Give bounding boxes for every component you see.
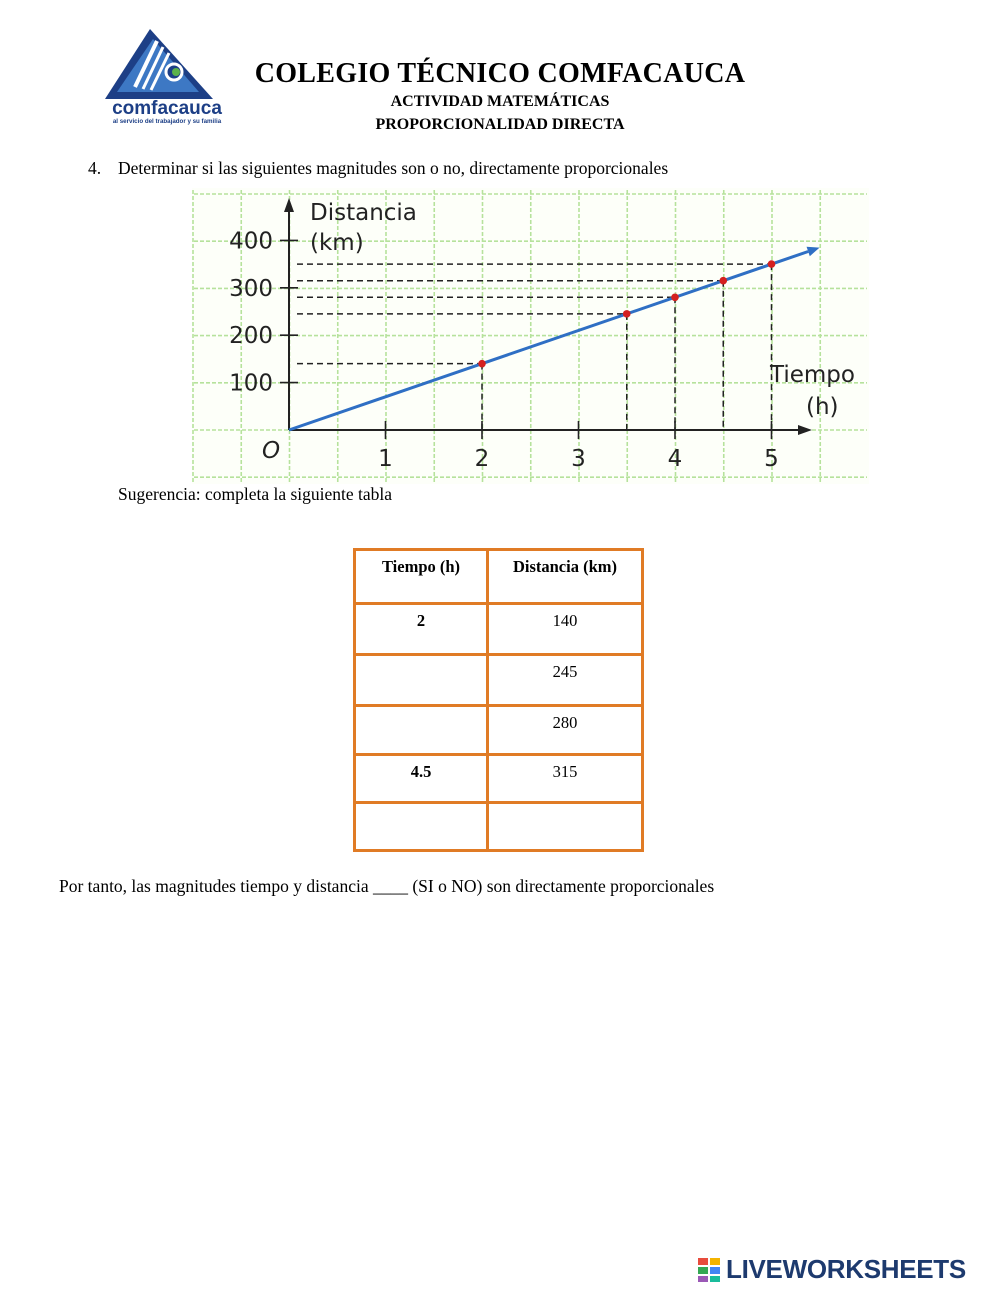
data-point (768, 260, 776, 268)
y-tick-label: 400 (229, 228, 273, 255)
data-point (478, 360, 486, 368)
data-point (719, 277, 727, 285)
cell-tiempo[interactable] (355, 706, 488, 755)
cell-distancia: 315 (488, 755, 643, 803)
cell-tiempo[interactable] (355, 803, 488, 851)
cell-distancia: 140 (488, 604, 643, 655)
x-tick-label: 3 (571, 446, 586, 472)
x-tick-label: 4 (667, 446, 683, 472)
table-row (355, 604, 643, 655)
y-axis-label-line2: (km) (310, 230, 364, 256)
logo-text: comfacauca (112, 98, 222, 119)
x-axis-label-line1: Tiempo (770, 362, 855, 388)
x-tick-label: 1 (378, 446, 393, 472)
suggestion-text: Sugerencia: completa la siguiente tabla (118, 484, 393, 504)
y-tick-label: 200 (229, 323, 273, 350)
liveworksheets-brand: LIVEWORKSHEETS (726, 1254, 966, 1284)
header-distancia: Distancia (km) (488, 550, 643, 604)
table-row (355, 803, 643, 851)
data-point (623, 310, 631, 318)
cell-distancia: 245 (488, 655, 643, 706)
activity-title: ACTIVIDAD MATEMÁTICAS (390, 93, 610, 110)
topic-title: PROPORCIONALIDAD DIRECTA (375, 116, 625, 133)
conclusion-text: Por tanto, las magnitudes tiempo y distancia ____ (SI o NO) son directamente proporcionales (59, 876, 715, 896)
origin-label: O (262, 438, 281, 464)
school-title: COLEGIO TÉCNICO COMFACAUCA (254, 58, 746, 89)
cell-tiempo[interactable]: 4.5 (355, 755, 488, 803)
x-tick-label: 2 (474, 446, 490, 472)
cell-distancia: 280 (488, 706, 643, 755)
data-table (353, 548, 644, 852)
data-point (671, 293, 679, 301)
table-header-row (355, 550, 643, 604)
question-text: Determinar si las siguientes magnitudes son o no, directamente proporcionales (118, 158, 669, 178)
x-tick-label: 5 (764, 446, 779, 472)
cell-tiempo[interactable]: 2 (355, 604, 488, 655)
logo-tagline: al servicio del trabajador y su familia (112, 118, 222, 125)
cell-tiempo[interactable] (355, 655, 488, 706)
table-row (355, 655, 643, 706)
liveworksheets-logo (697, 1255, 995, 1285)
cell-distancia[interactable] (488, 803, 643, 851)
y-tick-label: 100 (229, 370, 273, 397)
distance-time-graph (192, 188, 869, 484)
header-tiempo: Tiempo (h) (355, 550, 488, 604)
table-row (355, 706, 643, 755)
y-tick-label: 300 (229, 275, 273, 302)
y-axis-label-line1: Distancia (310, 200, 417, 226)
question-4 (88, 158, 668, 179)
x-axis-label-line2: (h) (806, 394, 839, 420)
liveworksheets-icon (697, 1255, 723, 1283)
table-row (355, 755, 643, 803)
question-number: 4. (88, 158, 102, 178)
